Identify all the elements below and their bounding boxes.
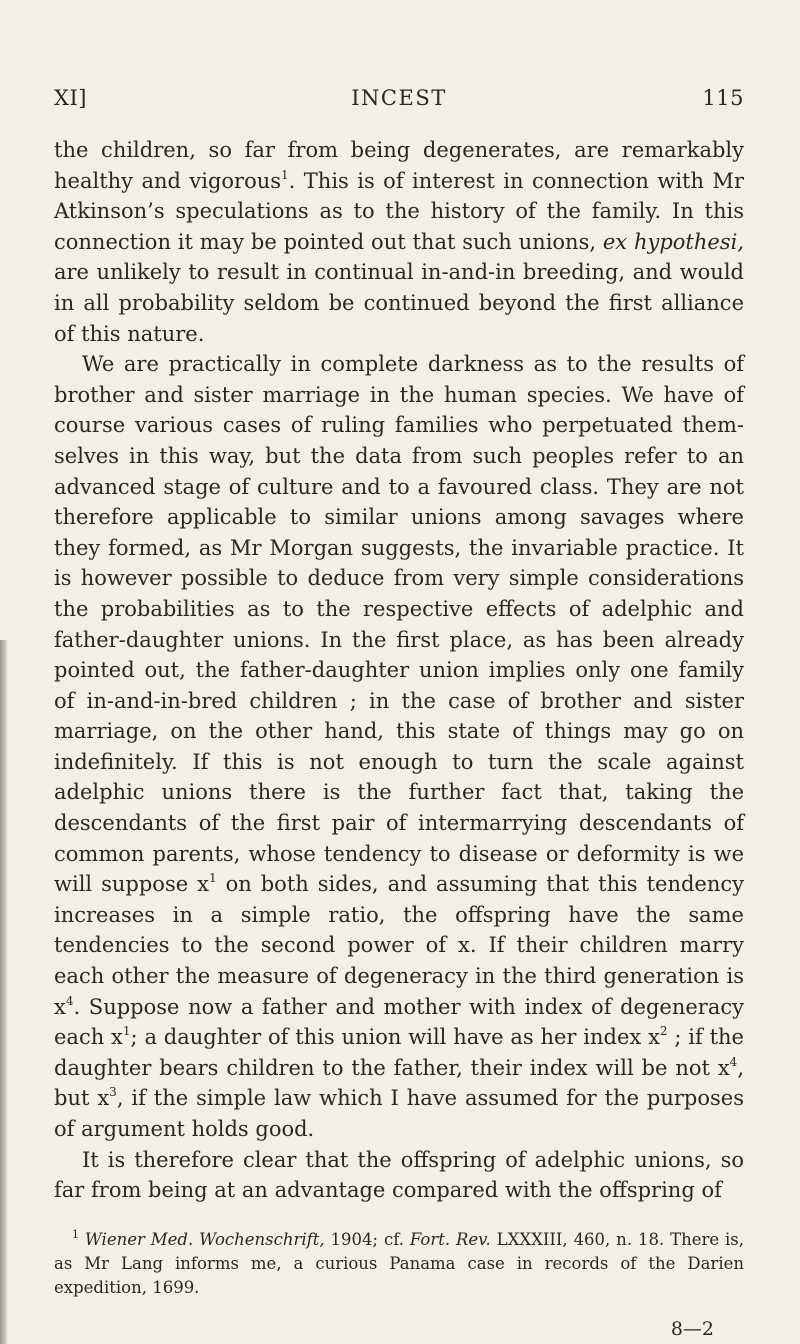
binding-shadow <box>0 640 8 1344</box>
running-head <box>54 86 744 122</box>
paragraph-3: It is therefore clear that the offspring of adelphic unions, so far from being at an advantage compared with the offspring of <box>54 1147 744 1203</box>
footnote: $^1$ Wiener Med. Wochenschrift, 1904; cf. Fort. Rev. LXXXIII, 460, n. 18. There is, as Mr Lang informs me, a curious Panama case in records of the Darien expedition, 1699. <box>54 1227 744 1297</box>
journal-title: Wiener Med. Wochenschrift, <box>84 1229 325 1249</box>
latin-phrase: ex hypothesi, <box>602 229 744 254</box>
book-page <box>54 86 744 1340</box>
footnote-ref: 1 <box>281 167 289 182</box>
body-text <box>54 135 744 1206</box>
page-number: 115 <box>702 86 744 110</box>
journal-title: Fort. Rev. <box>409 1229 491 1249</box>
footnote-marker: 1 <box>72 1227 79 1241</box>
signature-mark: 8—2 <box>670 1317 714 1340</box>
paragraph-2: We are practically in complete darkness as to the results of brother and sister marriage in the human species. We have of course various cases of ruling families who perpetuated them-selves in this way, but the data from such peoples refer to an advanced stage of culture and to a favoured class. They are not therefore applicable to similar unions among savages where they formed, as Mr Morgan suggests, the invariable practice. It is however possible to deduce from very simple considerations the probabilities as to the respective effects of adelphic and father-daughter unions. In the first place, as has been already pointed out, the father-daughter union implies only one family of in-and-in-bred children ; in the case of brother and sister marriage, on the other hand, this state of things may go on indefinitely. If this is not enough to turn the scale against adelphic unions there is the further fact that, taking the descendants of the first pair of intermarrying descendants of common parents, whose tendency to disease or deformity is we will suppose $x^1$ on both sides, and assuming that this tendency increases in a simple ratio, the offspring have the same tendencies to the second power of x. If their children marry each other the measure of degeneracy in the third generation is $x^4$. Suppose now a father and mother with index of degeneracy each $x^1$; a daughter of this union will have as her index $x^2$ ; if the daughter bears children to the father, their index will be not $x^4$, but $x^3$, if the simple law which I have assumed for the purposes of argument holds good. <box>54 352 745 1141</box>
chapter-number: XI] <box>54 86 87 110</box>
paragraph-1: the children, so far from being degenerates, are remarkably healthy and vigorous$^1$. This is of interest in connection with Mr Atkinson’s speculations as to the history of the family. In this connection it may be pointed out that such unions, ex hypothesi, are unlikely to result in continual in-and-in breeding, and would in all probability seldom be continued beyond the first alliance of this nature. <box>54 138 744 346</box>
running-title: INCEST <box>351 86 447 110</box>
